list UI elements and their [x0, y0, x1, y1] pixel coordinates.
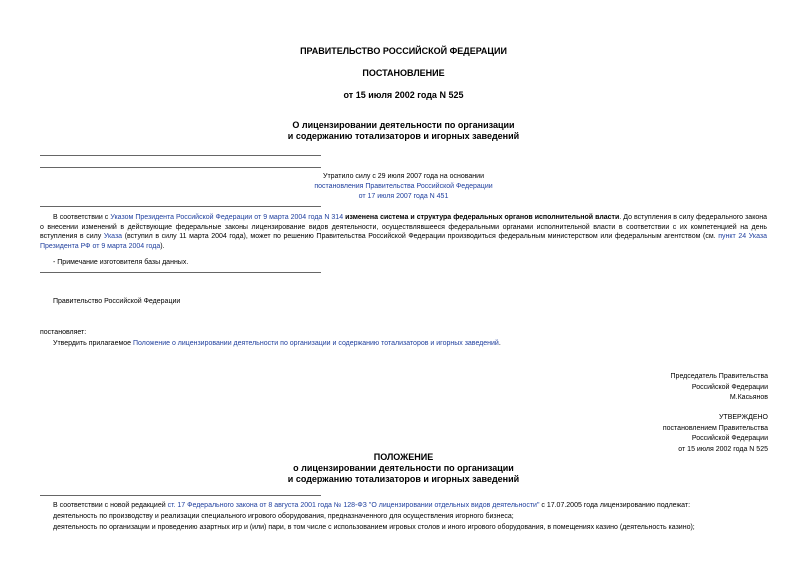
decree-link[interactable]: Указа: [103, 233, 123, 240]
decree-clause-link[interactable]: пункт 24 Указа Президента РФ от 9 марта 2004 года: [40, 233, 767, 250]
repeal-decree-link[interactable]: постановления Правительства Российской Федерации: [314, 183, 493, 190]
signature-block: [671, 372, 768, 404]
signature-position: Председатель Правительства: [670, 373, 768, 380]
regulation-title: ПОЛОЖЕНИЕ: [373, 452, 434, 462]
status-link[interactable]: [0, 182, 807, 192]
document-date-number: от 15 июля 2002 года N 525: [343, 90, 464, 100]
divider: [40, 495, 321, 496]
status-line: Утратило силу с 29 июля 2007 года на основании: [323, 173, 484, 180]
approved-country: Российской Федерации: [691, 435, 768, 442]
approved-label: УТВЕРЖДЕНО: [718, 414, 768, 421]
divider: [40, 155, 321, 156]
editor-note-paragraph: В соответствии с Указом Президента Российской Федерации от 9 марта 2004 года N 314 изменена система и структура федеральных органов исполнительной власти. До вступления в силу федерального закона о внесении изменений в действующие федеральные законы лицензирование видов деятельности, осуществлявшееся федеральными органами исполнительной власти в соответствии с их компетенцией на день вступления в силу Указа (вступил в силу 11 марта 2004 года), может по решению Правительства Российской Федерации производиться федеральным министерством или федеральным агентством (см. пункт 24 Указа Президента РФ от 9 марта 2004 года).: [40, 214, 767, 250]
regulation-paragraph-2: деятельность по производству и реализации специального игрового оборудования, предназначенного для осуществления игорного бизнеса;: [53, 513, 514, 520]
approved-by: постановлением Правительства: [662, 424, 768, 432]
regulation-paragraph-1: В соответствии с новой редакцией ст. 17 Федерального закона от 8 августа 2001 года № 128-ФЗ "О лицензировании отдельных видов деятельности" с 17.07.2005 года лицензированию подлежат:: [53, 502, 691, 509]
divider: [40, 206, 321, 207]
approved-date: от 15 июля 2002 года N 525: [678, 445, 768, 453]
signature-name: М.Касьянов: [729, 394, 768, 401]
repeal-decree-date-link[interactable]: от 17 июля 2007 года N 451: [358, 193, 449, 200]
decides-label: постановляет:: [40, 329, 87, 336]
status-link[interactable]: [0, 192, 807, 202]
document-title-line2: и содержанию тотализаторов и игорных заведений: [287, 131, 520, 141]
approved-block: [663, 413, 768, 455]
regulation-subtitle-line2: и содержанию тотализаторов и игорных заведений: [287, 474, 520, 484]
presidential-decree-link[interactable]: Указом Президента Российской Федерации от 9 марта 2004 года N 314: [110, 214, 344, 221]
regulation-paragraph-3: деятельность по организации и проведению азартных игр и (или) пари, в том числе с использованием игровых столов и иного игрового оборудования, в помещениях казино (деятельность казино);: [53, 524, 695, 531]
regulation-link[interactable]: Положение о лицензировании деятельности по организации и содержанию тотализаторов и игорных заведений: [133, 340, 499, 347]
signature-country: Российской Федерации: [691, 383, 768, 391]
document-title-line1: О лицензировании деятельности по организации: [292, 120, 515, 130]
document-type: ПОСТАНОВЛЕНИЕ: [362, 68, 445, 78]
editor-remark: - Примечание изготовителя базы данных.: [53, 259, 189, 266]
divider: [40, 167, 321, 168]
approve-paragraph: Утвердить прилагаемое Положение о лицензировании деятельности по организации и содержанию тотализаторов и игорных заведений.: [53, 340, 501, 347]
government-heading: ПРАВИТЕЛЬСТВО РОССИЙСКОЙ ФЕДЕРАЦИИ: [300, 46, 507, 56]
government-name: Правительство Российской Федерации: [53, 298, 181, 305]
divider: [40, 272, 321, 273]
regulation-subtitle-line1: о лицензировании деятельности по организации: [293, 463, 514, 473]
federal-law-link[interactable]: ст. 17 Федерального закона от 8 августа 2001 года № 128-ФЗ "О лицензировании отдельных видов деятельности": [167, 502, 540, 509]
